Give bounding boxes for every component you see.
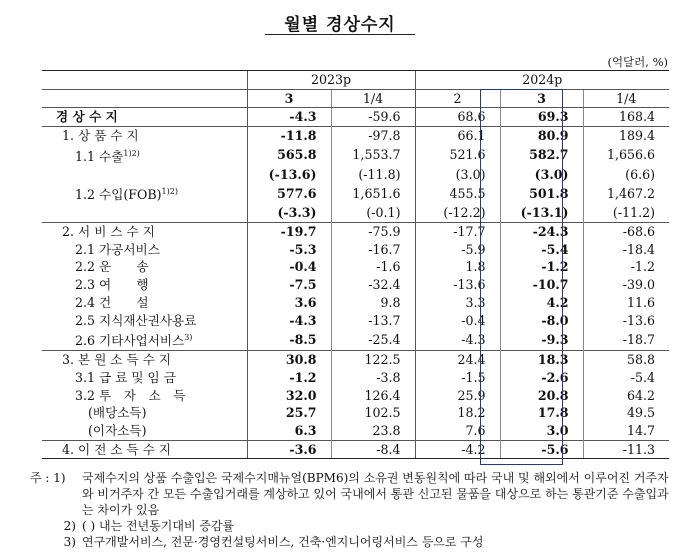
row-label [42,204,247,222]
period-header: 3 [247,89,331,108]
value-cell: -13.7 [331,312,415,330]
value-cell: 122.5 [331,351,415,369]
table-row [42,351,669,369]
table-row [42,440,669,459]
row-label-text: 1. 상 품 수 지 [62,128,139,144]
table-row [42,204,669,222]
value-cell: (-11.8) [331,166,415,184]
period-header: 3 [500,89,583,108]
period-header: 1/4 [331,89,415,108]
value-cell: -10.7 [500,276,583,294]
value-cell: -8.5 [247,329,331,350]
value-cell: 6.3 [247,422,331,440]
row-label-text: 2.1 가공서비스 [75,241,160,257]
value-cell: 4.2 [500,294,583,312]
value-cell: 126.4 [331,387,415,405]
value-cell: -3.8 [331,369,415,387]
table-row [42,183,669,204]
footnote [30,534,670,550]
value-cell: 3.0 [500,422,583,440]
value-cell: -18.7 [583,329,669,350]
value-cell: 501.8 [500,183,583,204]
value-cell: -1.5 [415,369,500,387]
value-cell: -68.6 [583,223,669,241]
footnote-number: 3) [63,535,76,549]
value-cell: 58.8 [583,351,669,369]
row-label-text: 2.2 운 송 [75,259,149,275]
value-cell: 24.4 [415,351,500,369]
value-cell: -97.8 [331,127,415,145]
value-cell: (-3.3) [247,204,331,222]
table-row [42,223,669,241]
table-row [42,329,669,350]
header-blank [42,71,247,90]
row-label-text: 경 상 수 지 [56,109,118,125]
value-cell: 9.8 [331,294,415,312]
value-cell: 1.8 [415,258,500,276]
footnote-ref: 1)2) [161,187,178,197]
row-label-text: (이자소득) [88,422,147,438]
table-row [42,166,669,184]
row-label-text: 3.1 급 료 및 임 금 [75,369,176,385]
row-label [42,223,247,241]
value-cell: 577.6 [247,183,331,204]
value-cell: (-13.6) [247,166,331,184]
value-cell: 69.3 [500,108,583,127]
value-cell: -75.9 [331,223,415,241]
footnote [30,470,670,518]
value-cell: -5.9 [415,241,500,259]
row-label [42,312,247,330]
row-label-text: 3. 본 원 소 득 수 지 [62,352,172,368]
footnote-text: 국제수지의 상품 수출입은 국제수지매뉴얼(BPM6)의 소유권 변동원칙에 따라 국내 및 해외에서 이루어진 거주자와 비거주자 간 모든 수출입거래를 계상하고 있어 국내에서 통관 신고된 물품을 대상으로 하는 통관기준 수출입과는 차이가 있음 [82,471,669,517]
row-label [42,404,247,422]
row-label [42,166,247,184]
value-cell: (-0.1) [331,204,415,222]
table-row [42,276,669,294]
value-cell: -5.3 [247,241,331,259]
year-header-2024: 2024p [415,71,669,90]
row-label [42,440,247,459]
row-label-text: 2.6 기타사업서비스 [75,333,185,349]
value-cell: 3.6 [247,294,331,312]
header-blank [42,89,247,108]
value-cell: -9.3 [500,329,583,350]
table-row [42,404,669,422]
row-label-text: 1.2 수입(FOB) [75,187,162,203]
row-label [42,183,247,204]
row-label [42,387,247,405]
value-cell: -18.4 [583,241,669,259]
value-cell: (6.6) [583,166,669,184]
value-cell: -16.7 [331,241,415,259]
row-label-text: 2.5 지식재산권사용료 [75,312,197,328]
value-cell: 23.8 [331,422,415,440]
value-cell: -11.3 [583,440,669,459]
footnote [30,518,670,534]
value-cell: 565.8 [247,145,331,166]
value-cell: 168.4 [583,108,669,127]
value-cell: -5.4 [583,369,669,387]
value-cell: 80.9 [500,127,583,145]
value-cell: 189.4 [583,127,669,145]
footnote-text: ( ) 내는 전년동기대비 증감률 [82,519,235,533]
row-label-text: 3.2 투 자 소 득 [75,387,186,403]
value-cell: 3.3 [415,294,500,312]
row-label [42,276,247,294]
period-header: 1/4 [583,89,669,108]
year-header-2023: 2023p [247,71,415,90]
row-label [42,351,247,369]
value-cell: (-11.2) [583,204,669,222]
value-cell: -1.2 [583,258,669,276]
value-cell: 68.6 [415,108,500,127]
row-label [42,294,247,312]
value-cell: 1,553.7 [331,145,415,166]
row-label-text: 2.3 여 행 [75,277,149,293]
value-cell: 25.9 [415,387,500,405]
value-cell: -25.4 [331,329,415,350]
value-cell: (-13.1) [500,204,583,222]
value-cell: 25.7 [247,404,331,422]
value-cell: -11.8 [247,127,331,145]
table-row [42,258,669,276]
value-cell: 7.6 [415,422,500,440]
value-cell: -2.6 [500,369,583,387]
value-cell: -4.3 [247,312,331,330]
footnote-text: 연구개발서비스, 전문·경영컨설팅서비스, 건축·엔지니어링서비스 등으로 구성 [82,535,484,549]
value-cell: -7.5 [247,276,331,294]
value-cell: -59.6 [331,108,415,127]
value-cell: 1,651.6 [331,183,415,204]
row-label-text: (배당소득) [88,405,147,421]
value-cell: -4.3 [247,108,331,127]
row-label [42,369,247,387]
value-cell: -19.7 [247,223,331,241]
value-cell: -3.6 [247,440,331,459]
value-cell: 582.7 [500,145,583,166]
footnote-number: 주 : 1) [30,471,66,485]
value-cell: 18.3 [500,351,583,369]
period-header: 2 [415,89,500,108]
row-label [42,258,247,276]
value-cell: -24.3 [500,223,583,241]
table-row [42,387,669,405]
value-cell: 11.6 [583,294,669,312]
row-label [42,145,247,166]
value-cell: (-12.2) [415,204,500,222]
value-cell: -1.2 [247,369,331,387]
table-row [42,312,669,330]
value-cell: -32.4 [331,276,415,294]
current-account-table [42,70,669,459]
row-label-text: 2. 서 비 스 수 지 [62,224,155,239]
row-label-text: 2.4 건 설 [75,294,149,310]
value-cell: 30.8 [247,351,331,369]
row-label [42,422,247,440]
value-cell: -17.7 [415,223,500,241]
value-cell: (3.0) [500,166,583,184]
value-cell: -8.4 [331,440,415,459]
table-row [42,241,669,259]
value-cell: 17.8 [500,404,583,422]
table-row [42,294,669,312]
title-underline [265,34,415,35]
row-label [42,108,247,127]
value-cell: -8.0 [500,312,583,330]
table-row [42,108,669,127]
footnote-number: 2) [63,519,76,533]
unit-label: (억달러, %) [607,55,668,69]
value-cell: -39.0 [583,276,669,294]
row-label [42,127,247,145]
value-cell: 20.8 [500,387,583,405]
footnote-ref: 1)2) [123,148,140,158]
footnotes [30,470,670,550]
value-cell: -5.4 [500,241,583,259]
value-cell: 102.5 [331,404,415,422]
row-label-text: 1.1 수출 [75,149,124,164]
value-cell: 32.0 [247,387,331,405]
value-cell: -13.6 [583,312,669,330]
value-cell: 1,656.6 [583,145,669,166]
value-cell: -0.4 [415,312,500,330]
value-cell: -1.6 [331,258,415,276]
value-cell: -0.4 [247,258,331,276]
row-label-text: 4. 이 전 소 득 수 지 [62,441,172,457]
value-cell: -13.6 [415,276,500,294]
value-cell: 521.6 [415,145,500,166]
value-cell: 14.7 [583,422,669,440]
value-cell: 1,467.2 [583,183,669,204]
table-row [42,369,669,387]
value-cell: 66.1 [415,127,500,145]
value-cell: 64.2 [583,387,669,405]
value-cell: -4.2 [415,440,500,459]
value-cell: 49.5 [583,404,669,422]
value-cell: (3.0) [415,166,500,184]
row-label [42,241,247,259]
value-cell: -1.2 [500,258,583,276]
row-label [42,329,247,350]
table-row [42,145,669,166]
value-cell: 18.2 [415,404,500,422]
value-cell: -5.6 [500,440,583,459]
footnote-ref: 3) [184,333,193,343]
table-row [42,127,669,145]
table-row [42,422,669,440]
page-title: 월별 경상수지 [284,15,396,35]
value-cell: 455.5 [415,183,500,204]
value-cell: -4.3 [415,329,500,350]
